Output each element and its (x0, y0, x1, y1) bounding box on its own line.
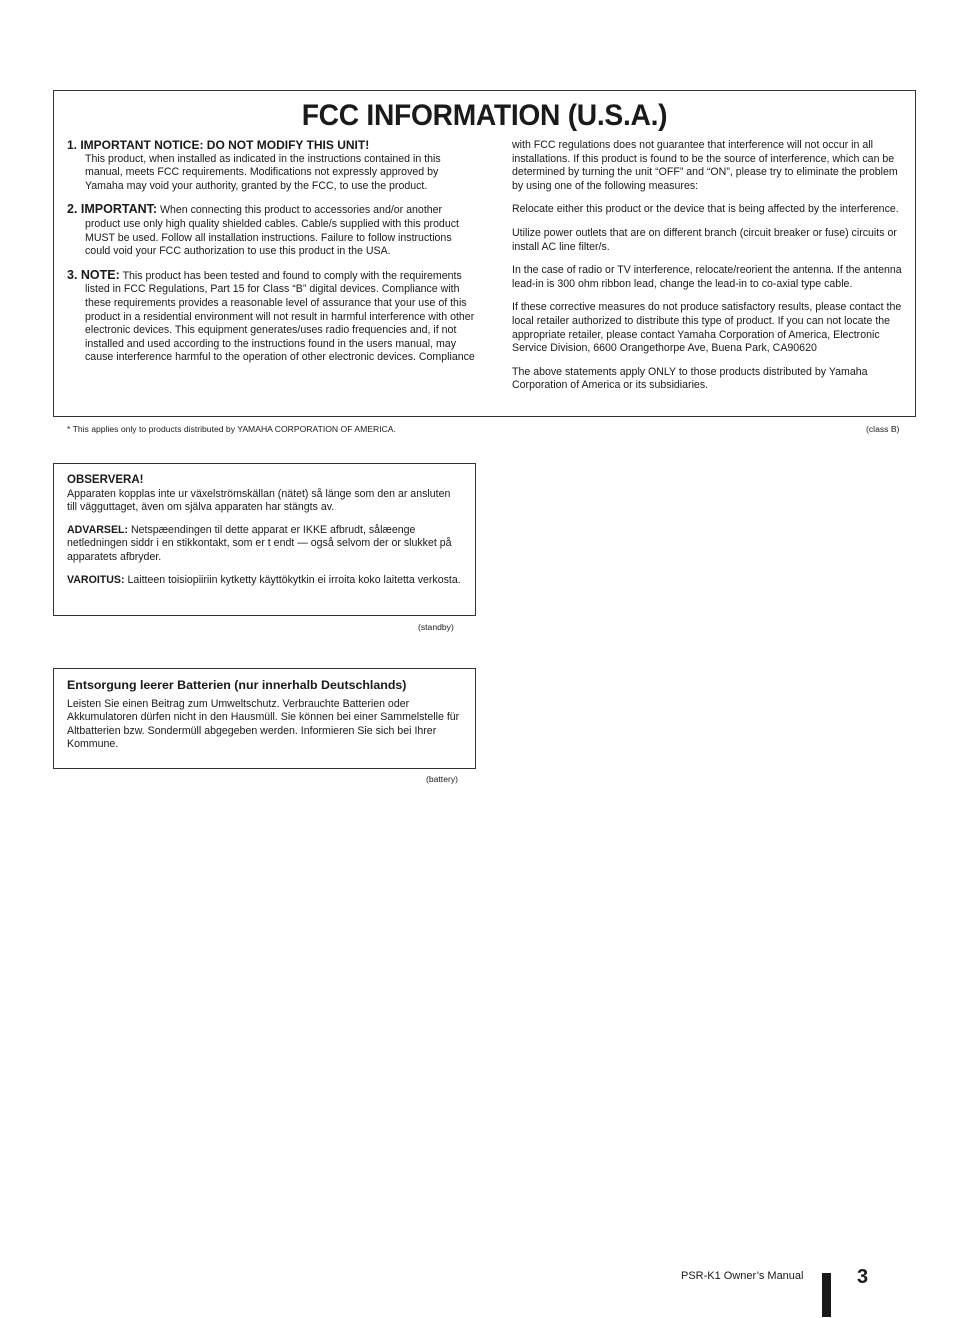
fcc-item-1-text: This product, when installed as indicated in the instructions contained in this manual, meets FCC requirements. Modifications not expressly approved by Yamaha may void your authority, granted by the FCC, to use the product. (85, 152, 441, 192)
fcc-item-2-heading: 2. IMPORTANT: (67, 202, 158, 217)
fcc-right-paragraph: In the case of radio or TV interference, relocate/reorient the antenna. If the antenna lead-in is 300 ohm ribbon lead, change the lead-in to co-axial type cable. (512, 264, 902, 290)
battery-notice-box (53, 668, 476, 769)
fcc-class-tag: (class B) (866, 424, 900, 434)
fcc-item-2 (67, 202, 477, 258)
page-marker-bar (822, 1273, 831, 1317)
fcc-footnote: * This applies only to products distributed by YAMAHA CORPORATION OF AMERICA. (67, 424, 396, 434)
fcc-item-3-text: This product has been tested and found to comply with the requirements listed in FCC Regulations, Part 15 for Class “B” digital devices. Compliance with these requirements provides a reasonable level of assurance that your use of this product in a residential environment will not result in harmful interference with other electronic devices. This equipment generates/uses radio frequencies and, if not installed and used according to the instructions found in the users manual, may cause interference harmful to the operation of other electronic devices. Compliance (85, 269, 475, 364)
battery-tag: (battery) (426, 774, 458, 784)
fcc-right-paragraph: Utilize power outlets that are on different branch (circuit breaker or fuse) circuits or install AC line filter/s. (512, 226, 897, 253)
fcc-left-column (67, 139, 477, 375)
battery-text: Leisten Sie einen Beitrag zum Umweltschutz. Verbrauchte Batterien oder Akkumulatoren dürfen nicht in den Hausmüll. Sie können bei einer Sammelstelle für Altbatterien bzw. Sondermüll abgegeben werden. Informieren Sie sich bei Ihrer Kommune. (67, 697, 460, 751)
battery-heading: Entsorgung leerer Batterien (nur innerhalb Deutschlands) (67, 678, 407, 692)
standby-danish-text: Netspæendingen til dette apparat er IKKE afbrudt, sålæenge netledningen siddr i en stikkontakt, som er t endt — også selvom der or slukket på apparatets afbryder. (67, 523, 452, 563)
fcc-right-column (512, 139, 906, 403)
fcc-item-2-text: When connecting this product to accessories and/or another product use only high quality shielded cables. Cable/s supplied with this product MUST be used. Follow all installation instructions. Failure to follow instructions could void your FCC authorization to use this product in the USA. (85, 204, 459, 258)
standby-swedish-text: Apparaten kopplas inte ur växelströmskällan (nätet) så länge som den ar ansluten till vägguttaget, även om själva apparaten har stängts av. (67, 487, 451, 514)
standby-finnish-paragraph (67, 574, 462, 588)
fcc-item-1 (67, 139, 477, 193)
fcc-right-paragraph: If these corrective measures do not produce satisfactory results, please contact the local retailer authorized to distribute this type of product. If you can not locate the appropriate retailer, please contact Yamaha Corporation of America, Electronic Service Division, 6600 Orangethorpe Ave, Buena Park, CA90620 (512, 301, 902, 355)
fcc-information-box (53, 90, 916, 417)
fcc-item-3-heading: 3. NOTE: (67, 267, 120, 282)
fcc-title: FCC INFORMATION (U.S.A.) (301, 99, 668, 132)
fcc-right-paragraph: with FCC regulations does not guarantee that interference will not occur in all installations. If this product is found to be the source of interference, which can be determined by turning the unit “OFF” and “ON”, please try to eliminate the problem by using one of the following measures: (512, 139, 898, 192)
fcc-item-1-heading: 1. IMPORTANT NOTICE: DO NOT MODIFY THIS UNIT! (67, 138, 370, 152)
standby-finnish-text: Laitteen toisiopiiriin kytketty käyttökytkin ei irroita koko laitetta verkosta. (127, 573, 461, 586)
fcc-item-3 (67, 267, 477, 365)
fcc-right-paragraph: Relocate either this product or the device that is being affected by the interference. (512, 203, 899, 216)
varoitus-label: VAROITUS: (67, 573, 125, 586)
manual-title: PSR-K1 Owner’s Manual (681, 1270, 804, 1282)
page-number: 3 (857, 1266, 869, 1288)
standby-tag: (standby) (418, 622, 454, 632)
standby-danish-paragraph (67, 524, 462, 565)
standby-heading: OBSERVERA! (67, 474, 144, 486)
advarsel-label: ADVARSEL: (67, 523, 129, 536)
standby-notice-box (53, 463, 476, 616)
fcc-right-paragraph: The above statements apply ONLY to those products distributed by Yamaha Corporation of America or its subsidiaries. (512, 365, 868, 392)
